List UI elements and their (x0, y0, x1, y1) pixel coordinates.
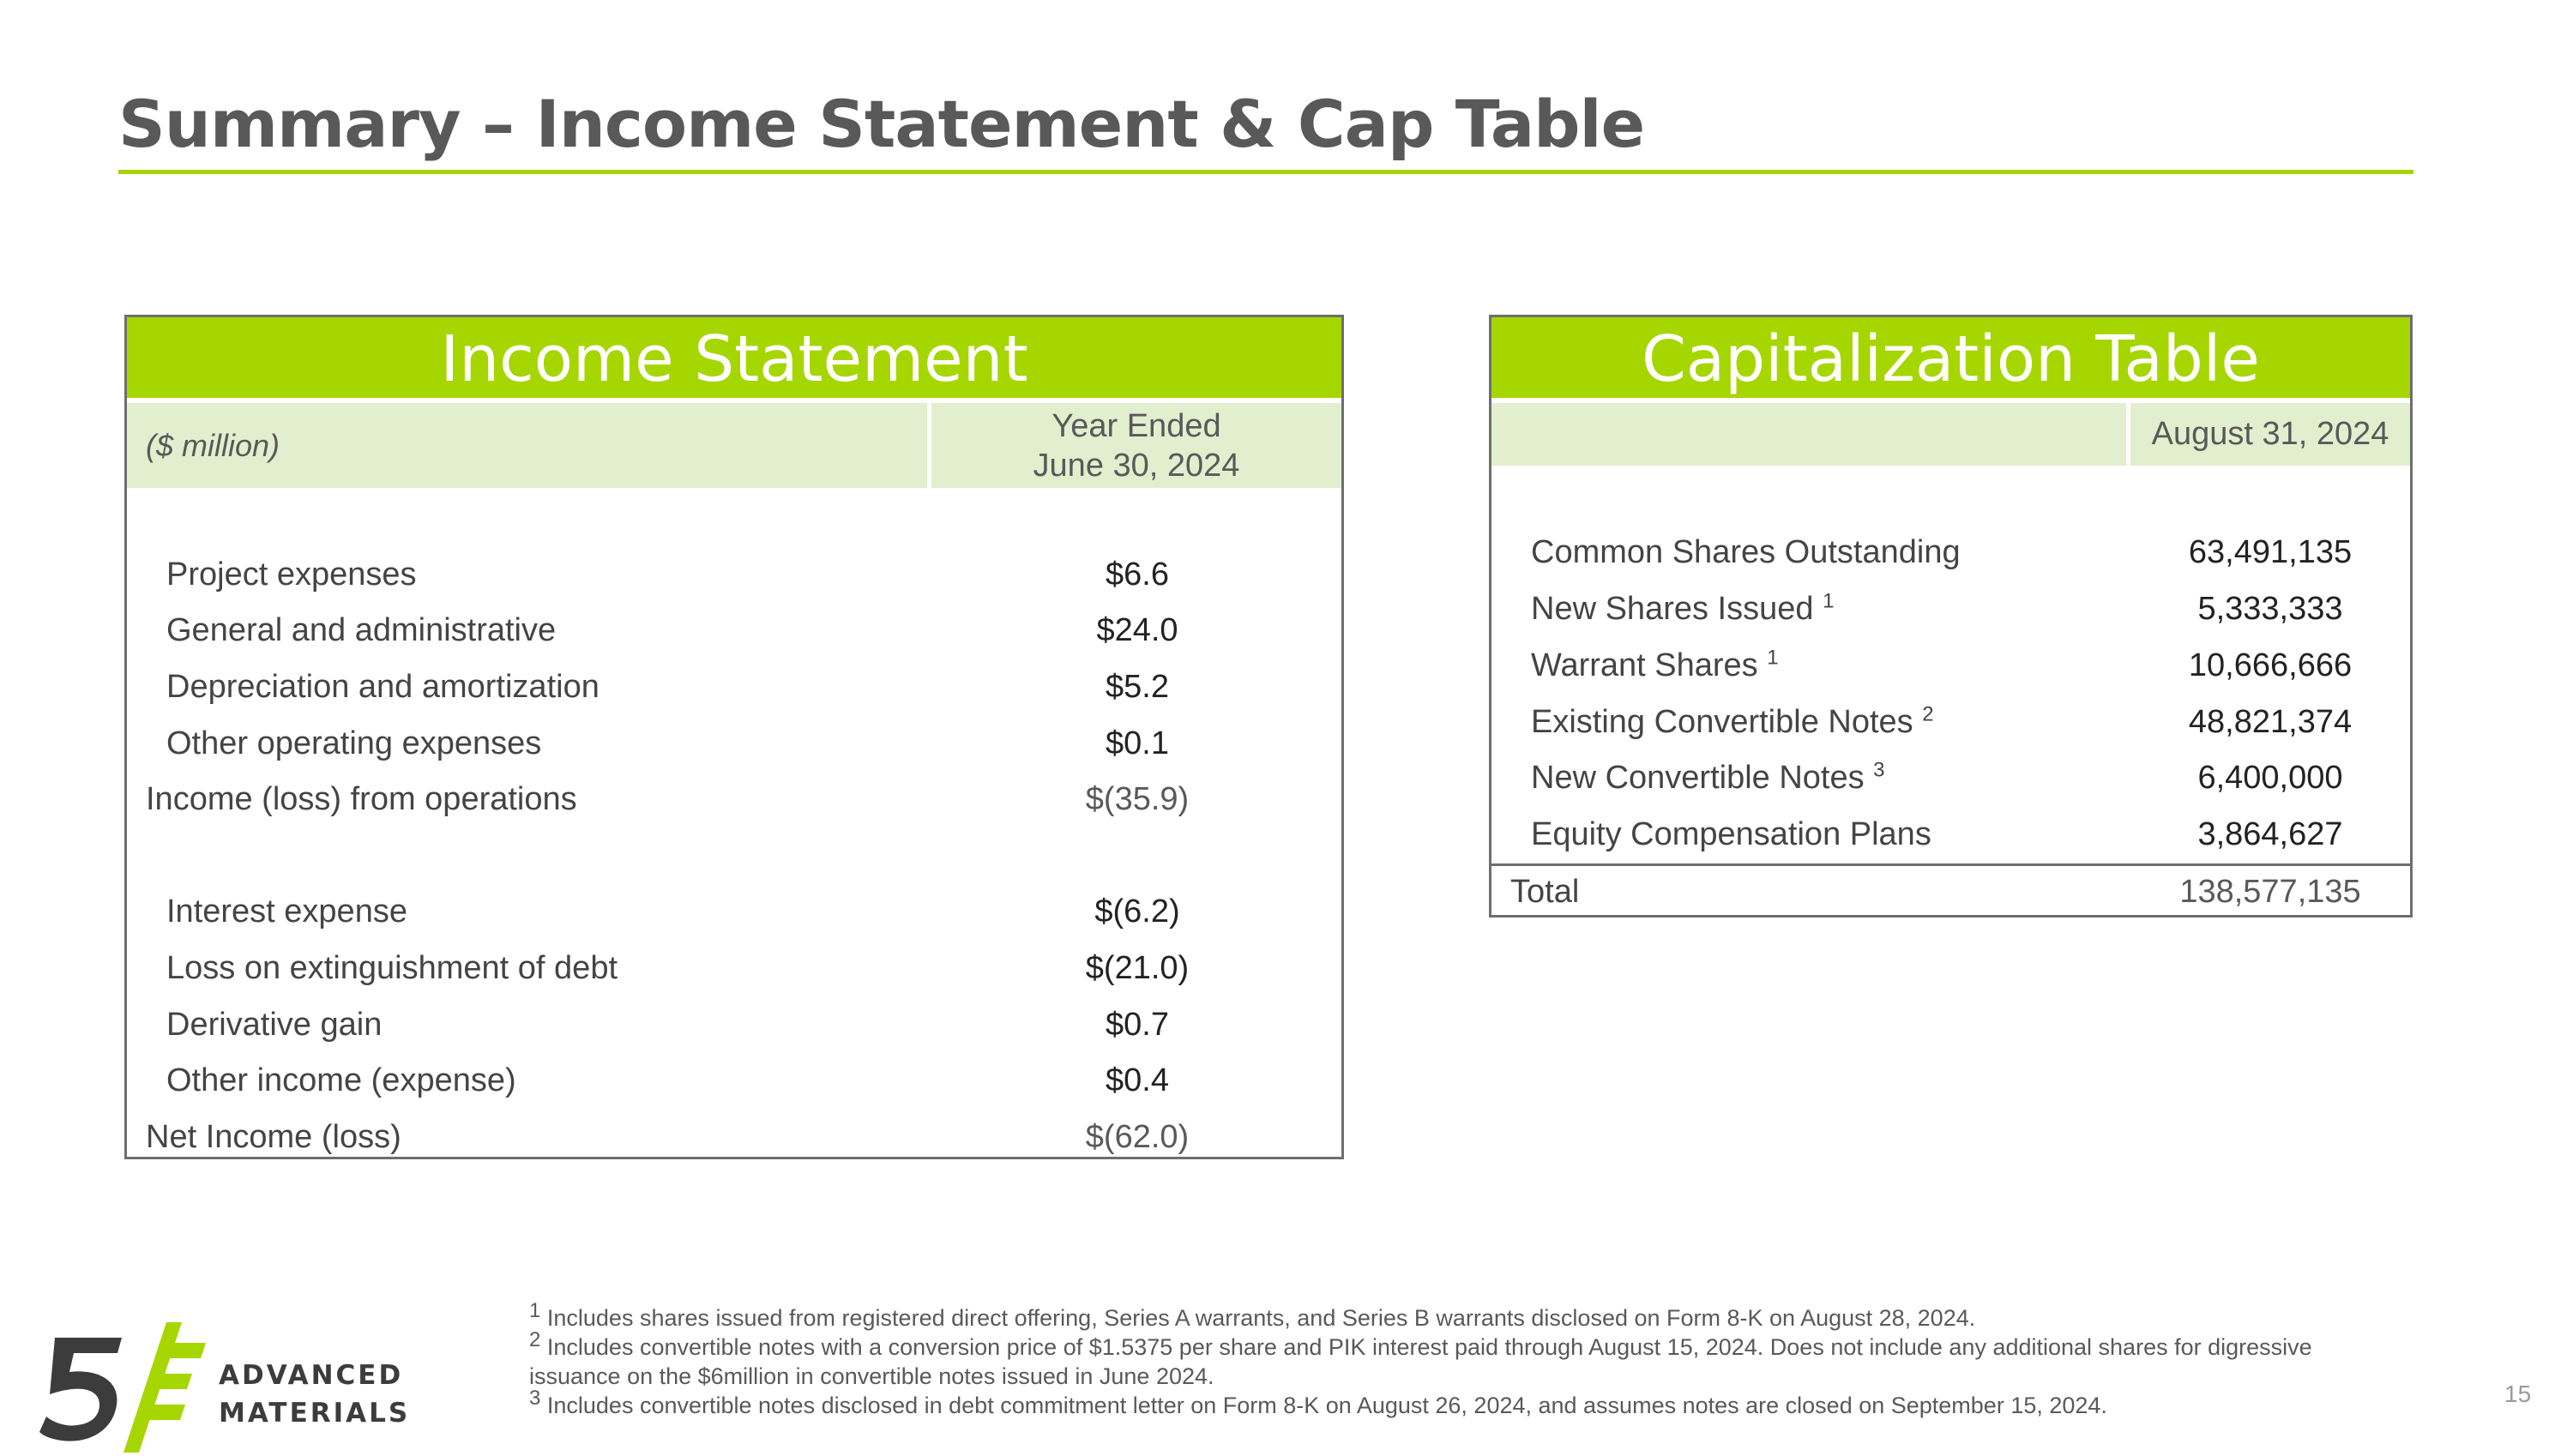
row-value: $(21.0) (1085, 950, 1190, 987)
title-underline (118, 170, 2413, 174)
date-column-header: August 31, 2024 (2151, 416, 2389, 452)
row-label: Common Shares Outstanding (1531, 534, 1961, 571)
table-row (1491, 750, 2410, 807)
table-row (1491, 468, 2410, 525)
row-value: 5,333,333 (2197, 590, 2343, 627)
logo-line2: MATERIALS (219, 1398, 411, 1429)
capitalization-table (1489, 315, 2413, 918)
logo-line1: ADVANCED (219, 1360, 404, 1391)
table-row (127, 884, 1341, 941)
row-label: Net Income (loss) (146, 1118, 401, 1155)
footnote-ref: 3 (1873, 758, 1885, 782)
income-statement-subheader (127, 403, 1341, 490)
footnote-ref: 1 (1823, 589, 1835, 613)
table-row (127, 996, 1341, 1053)
row-label: Loss on extinguishment of debt (166, 950, 618, 987)
row-label: General and administrative (166, 612, 557, 649)
row-value: $0.4 (1106, 1062, 1169, 1099)
income-statement-header: Income Statement (127, 317, 1341, 403)
row-label: Equity Compensation Plans (1531, 816, 1931, 853)
row-label: Existing Convertible Notes $^2$ (1531, 701, 1934, 740)
row-label: Other income (expense) (166, 1062, 516, 1099)
row-value: 48,821,374 (2188, 703, 2353, 740)
row-label: Depreciation and amortization (166, 669, 600, 706)
footnote-3: $^3$ Includes convertible notes disclosed in debt commitment letter on Form 8-K on August 26, 2024, and assumes notes are closed on September 15, 2024. (529, 1387, 2107, 1418)
row-label: Derivative gain (166, 1006, 383, 1043)
cap-table-subheader (1491, 403, 2410, 468)
footnotes (529, 1299, 2322, 1420)
net-income-row (127, 1110, 1341, 1166)
footnote-1: $^1$ Includes shares issued from registered direct offering, Series A warrants, and Series B warrants disclosed on Form 8-K on August 28, 2024. (529, 1299, 1976, 1331)
total-value: 138,577,135 (2179, 874, 2361, 911)
row-label: New Shares Issued $^1$ (1531, 589, 1835, 627)
period-header-line2: June 30, 2024 (1033, 447, 1240, 484)
row-label: Project expenses (166, 556, 417, 593)
table-row (127, 547, 1341, 604)
period-header-line1: Year Ended (1051, 407, 1221, 444)
row-value: $24.0 (1096, 612, 1178, 649)
period-column-header (931, 403, 1341, 488)
row-value: $0.1 (1106, 725, 1169, 761)
row-value: 6,400,000 (2197, 760, 2343, 797)
table-row (127, 1053, 1341, 1110)
unit-label: ($ million) (127, 403, 931, 488)
row-value: $(35.9) (1085, 781, 1190, 818)
row-value: 3,864,627 (2197, 816, 2343, 853)
footnote-2: $^2$ Includes convertible notes with a conversion price of $1.5375 per share and PIK interest paid through August 15, 2024. Does not include any additional shares for digressive issuance on the $6million in convertible notes issued in June 2024. (529, 1328, 2312, 1389)
table-row (1491, 525, 2410, 581)
row-value: $0.7 (1106, 1006, 1169, 1043)
table-row (127, 603, 1341, 659)
row-label: Other operating expenses (166, 725, 542, 761)
row-value: $(6.2) (1094, 893, 1180, 930)
subtotal-row (127, 772, 1341, 828)
cap-table-subheader-blank (1491, 403, 2130, 466)
row-label: New Convertible Notes $^3$ (1531, 758, 1885, 797)
footnote-ref: 1 (1767, 646, 1779, 670)
table-row (1491, 807, 2410, 863)
table-row (127, 715, 1341, 772)
row-value: 10,666,666 (2188, 647, 2353, 683)
row-value: $5.2 (1106, 669, 1169, 706)
row-value: $(62.0) (1085, 1118, 1190, 1155)
page-number: 15 (2504, 1381, 2532, 1407)
table-row (127, 828, 1341, 885)
income-statement-table (124, 315, 1344, 1159)
row-label: Income (loss) from operations (146, 781, 577, 818)
cap-table-header: Capitalization Table (1491, 317, 2410, 403)
row-label: Warrant Shares $^1$ (1531, 646, 1779, 683)
total-label: Total (1510, 874, 1580, 911)
table-row (1491, 637, 2410, 694)
total-row (1491, 863, 2410, 920)
table-row (1491, 581, 2410, 638)
row-value: 63,491,135 (2188, 534, 2353, 571)
table-row (127, 941, 1341, 997)
row-label: Interest expense (166, 893, 407, 930)
page-title: Summary – Income Statement & Cap Table (118, 86, 1645, 162)
logo-text (219, 1357, 410, 1432)
footnote-ref: 2 (1922, 701, 1934, 725)
row-value: $6.6 (1106, 556, 1169, 593)
table-row (127, 659, 1341, 716)
table-row (1491, 694, 2410, 750)
table-row (127, 490, 1341, 547)
